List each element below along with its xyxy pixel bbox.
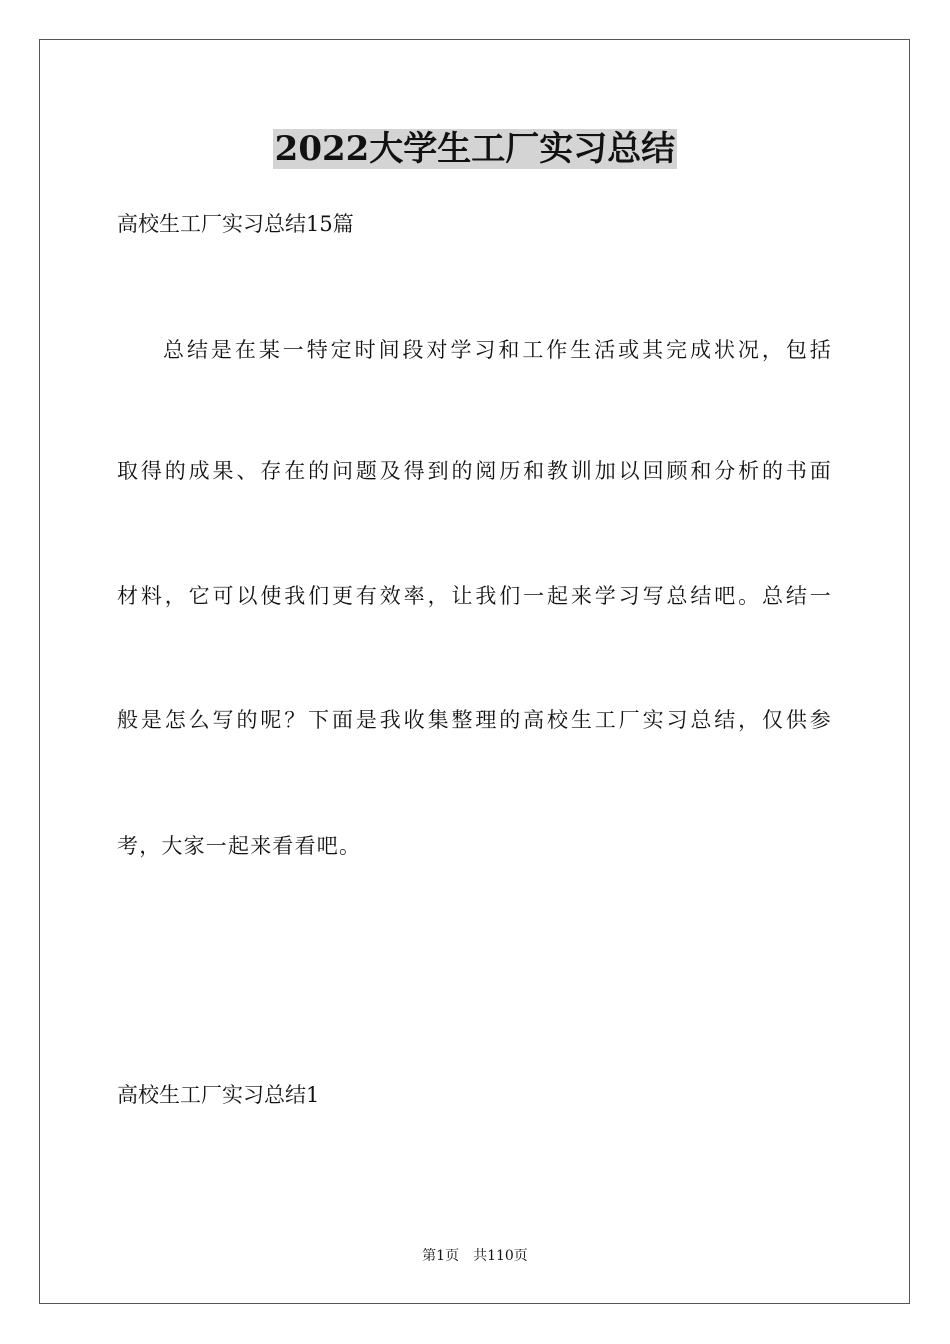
intro-line-text: 总结是在某一特定时间段对学习和工作生活或其完成状况，包括 <box>163 338 832 362</box>
section-heading: 高校生工厂实习总结1 <box>117 1083 320 1107</box>
page-number-footer: 第1页 共110页 <box>422 1248 528 1264</box>
document-title-text: 2022大学生工厂实习总结 <box>274 129 676 169</box>
document-title <box>0 126 950 172</box>
intro-paragraph-line: 般是怎么写的呢？下面是我收集整理的高校生工厂实习总结，仅供参 <box>117 708 832 732</box>
intro-paragraph-line: 取得的成果、存在的问题及得到的阅历和教训加以回顾和分析的书面 <box>117 459 832 483</box>
intro-paragraph-line: 考，大家一起来看看吧。 <box>117 834 362 858</box>
intro-paragraph-line: 材料，它可以使我们更有效率，让我们一起来学习写总结吧。总结一 <box>117 584 832 608</box>
intro-paragraph-line <box>117 334 832 366</box>
document-subtitle: 高校生工厂实习总结15篇 <box>117 212 354 236</box>
